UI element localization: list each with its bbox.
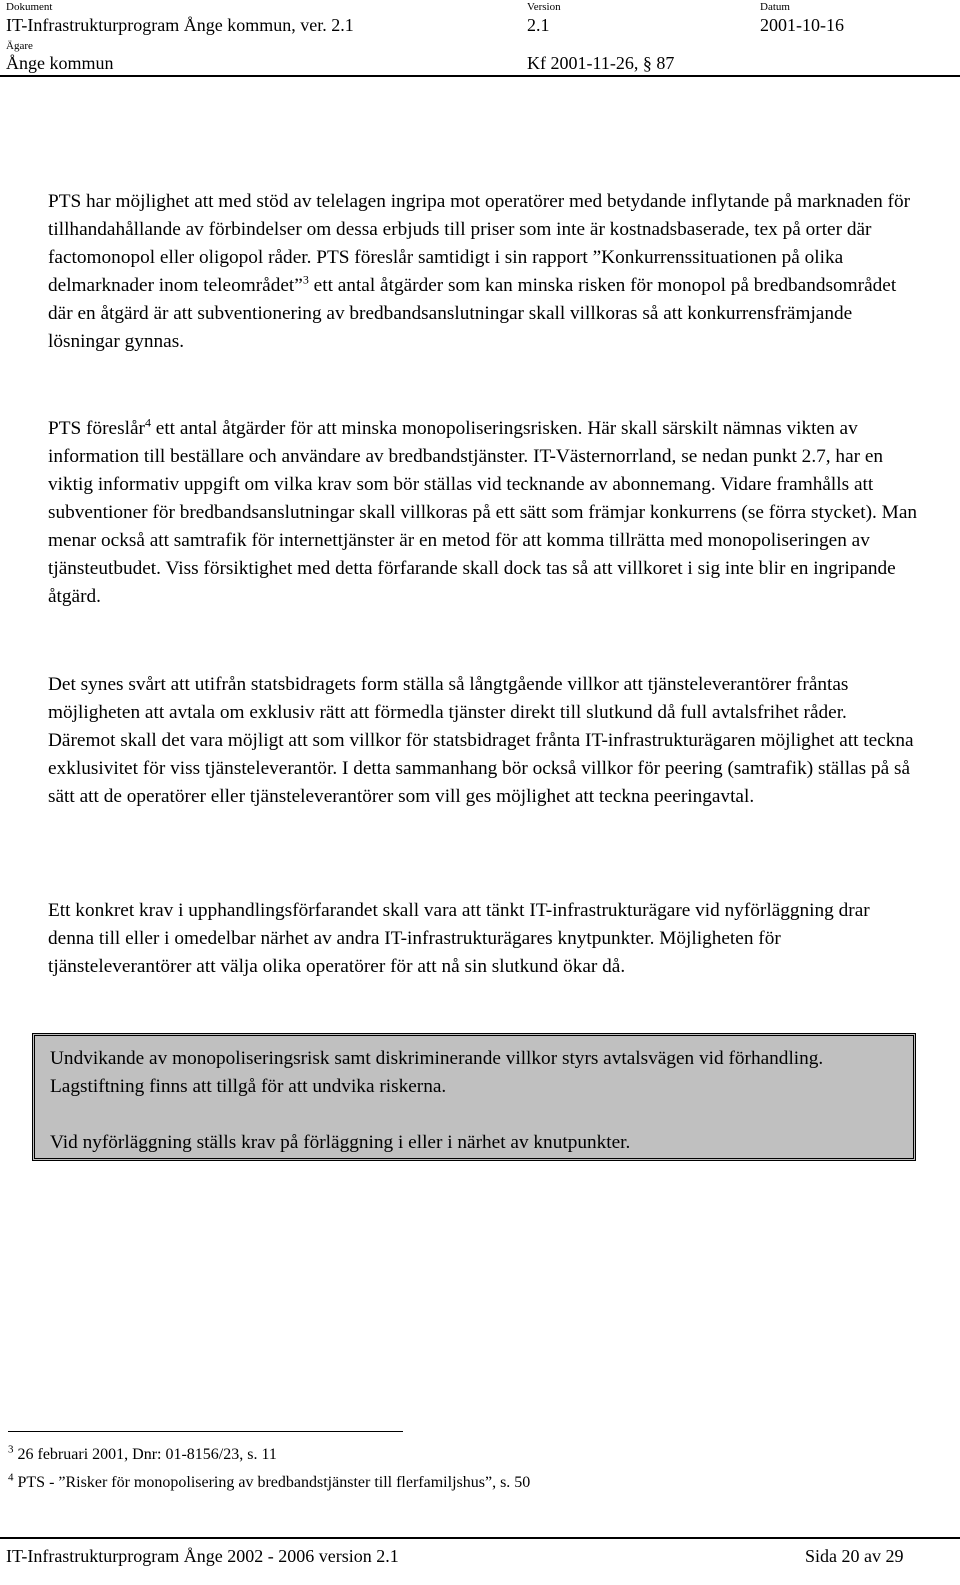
paragraph-1-text-a: PTS har möjlighet att med stöd av telelagen ingripa mot operatörer med betydande inflytande på marknaden för tillhandahållande av förbindelser om dessa erbjuds till priser som inte är kostnadsbaserade, tex på orter där factomonopol eller oligopol råder. PTS föreslår samtidigt i sin rapport ”Konkurrenssituationen på olika delmarknader inom teleområdet” [48,191,911,296]
footer-rule [0,1537,960,1539]
paragraph-2-text-b: ett antal åtgärder för att minska monopoliseringsrisken. Här skall särskilt nämnas vikten av information till beställare och användare av bredbandstjänster. IT-Västernorrland, se nedan punkt 2.7, har en viktig informativ uppgift om vilka krav som bör ställas vid tecknande av abonnemang. Vidare framhålls att subventioner för bredbandsanslutningar skall villkoras på ett sätt som främjar konkurrens (se förra stycket). Man menar också att samtrafik för internettjänster är en metod för att komma tillrätta med monopoliseringen av tjänsteutbudet. Viss försiktighet med detta förfarande skall dock tas så att villkoret i sig inte blir en ingripande åtgärd. [48,418,918,607]
header-agare-label: Ägare [6,40,33,52]
footnote-3-number: 3 [8,1443,14,1456]
footnote-4-text: PTS - ”Risker för monopolisering av bredbandstjänster till flerfamiljshus”, s. 50 [13,1474,531,1491]
owner-value: Ånge kommun [6,53,114,73]
page-number: Sida 20 av 29 [805,1546,904,1566]
header-rule [0,75,960,77]
footnote-rule [8,1431,403,1432]
header-datum-label: Datum [760,1,790,13]
footnote-4-number: 4 [8,1471,14,1484]
header-version-label: Version [527,1,561,13]
paragraph-1-text-b: ett antal åtgärder som kan minska risken för monopol på bredbandsområdet där en åtgärd är att subventionering av bredbandsanslutningar skall villkoras så att konkurrensfrämjande lösningar gynnas. [48,275,897,352]
paragraph-2-text-a: PTS föreslår [48,418,145,439]
document-title: IT-Infrastrukturprogram Ånge kommun, ver. 2.1 [6,15,354,35]
footnote-ref-4[interactable]: 4 [144,415,151,430]
paragraph-1 [48,188,918,356]
paragraph-3: Det synes svårt att utifrån statsbidragets form ställa så långtgående villkor att tjänsteleverantörer fråntas möjligheten att avtala om exklusiv rätt att förmedla tjänster direkt till slutkund då full avtalsfrihet råder. Däremot skall det vara möjligt att som villkor för statsbidraget frånta IT-infrastrukturägaren möjlighet att teckna exklusivitet för viss tjänsteleverantör. I detta sammanhang bör också villkor för peering (samtrafik) ställas på så sätt att de operatörer eller tjänsteleverantörer som vill ges möjlighet att teckna peeringavtal. [48,674,914,807]
header-dokument-label: Dokument [6,1,53,13]
version-value: 2.1 [527,15,550,35]
summary-line-1: Undvikande av monopoliseringsrisk samt diskriminerande villkor styrs avtalsvägen vid förhandling. Lagstiftning finns att tillgå för att undvika riskerna. [50,1048,824,1097]
summary-box [32,1033,916,1161]
summary-line-2: Vid nyförläggning ställs krav på förläggning i eller i närhet av knutpunkter. [50,1132,631,1153]
footnote-3-text: 26 februari 2001, Dnr: 01-8156/23, s. 11 [13,1446,277,1463]
footnote-4 [8,1473,530,1493]
footnote-3 [8,1445,277,1465]
decision-reference: Kf 2001-11-26, § 87 [527,53,675,73]
footer-title: IT-Infrastrukturprogram Ånge 2002 - 2006 version 2.1 [6,1546,399,1566]
paragraph-2 [48,415,918,611]
date-value: 2001-10-16 [760,15,844,35]
paragraph-4: Ett konkret krav i upphandlingsförfarandet skall vara att tänkt IT-infrastrukturägare vid nyförläggning drar denna till eller i omedelbar närhet av andra IT-infrastrukturägares knytpunkter. Möjligheten för tjänsteleverantörer att välja olika operatörer för att nå sin slutkund ökar då. [48,900,870,977]
footnote-ref-3[interactable]: 3 [302,272,309,287]
